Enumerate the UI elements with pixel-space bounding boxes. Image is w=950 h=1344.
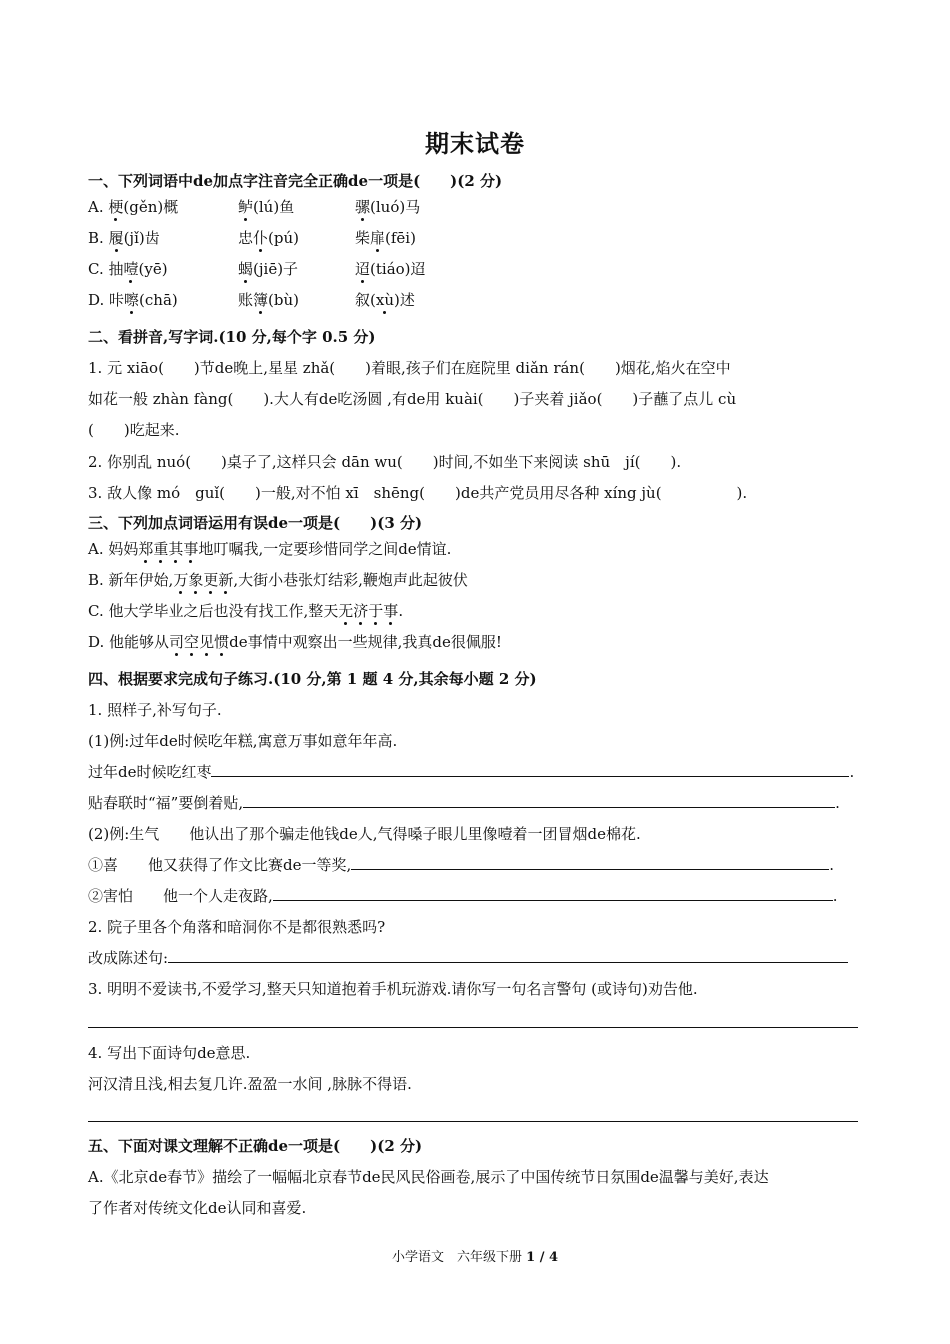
q4-fill-2: 贴春联时“福”要倒着贴, .: [88, 794, 840, 812]
answer-blank[interactable]: [351, 855, 829, 870]
q4-fill-4: ②害怕 他一个人走夜路, .: [88, 887, 838, 905]
dotted-char: 无: [338, 602, 354, 620]
dotted-char: 空: [184, 633, 200, 651]
q2-line-5: 3. 敌人像 mó guǐ( )一般,对不怕 xī shēng( )de共产党员用尽各种 xíng jù( ).: [88, 484, 748, 502]
dotted-char: 重: [153, 540, 169, 558]
q5-heading: 五、下面对课文理解不正确de一项是( )(2 分): [88, 1137, 423, 1155]
q1-option-c: C. 抽噎(yē) 蝎(jiē)子 迢(tiáo)迢: [88, 260, 426, 278]
q4-fill-1: 过年de时候吃红枣 .: [88, 763, 855, 781]
q4-example-1: (1)例:过年de时候吃年糕,寓意万事如意年年高.: [88, 732, 398, 750]
q2-line-4: 2. 你别乱 nuó( )桌子了,这样只会 dān wu( )时间,不如坐下来阅读 shū jí( ).: [88, 453, 682, 471]
dotted-char: 司: [169, 633, 185, 651]
q4-item-3: 3. 明明不爱读书,不爱学习,整天只知道抱着手机玩游戏.请你写一句名言警句 (或诗句)劝告他.: [88, 980, 698, 998]
q4-item-4: 4. 写出下面诗句de意思.: [88, 1044, 251, 1062]
page-number: 1 / 4: [526, 1250, 559, 1265]
page-footer: [0, 1246, 950, 1265]
q4-heading: 四、根据要求完成句子练习.(10 分,第 1 题 4 分,其余每小题 2 分): [88, 670, 537, 688]
q3-option-d: D. 他能够从司空见惯de事情中观察出一些规律,我真de很佩服!: [88, 633, 502, 651]
dotted-word: [138, 540, 198, 558]
q4-item-2: 2. 院子里各个角落和暗洞你不是都很熟悉吗?: [88, 918, 386, 936]
footer-label: 小学语文 六年级下册: [391, 1250, 527, 1265]
q4-item-1: 1. 照样子,补写句子.: [88, 701, 222, 719]
dotted-char: 其: [168, 540, 184, 558]
q5-option-a-line-2: 了作者对传统文化de认同和喜爱.: [88, 1199, 307, 1217]
q3-option-c: C. 他大学毕业之后也没有找工作,整天无济于事.: [88, 602, 404, 620]
dotted-char: 新: [218, 571, 234, 589]
dotted-char: 象: [188, 571, 204, 589]
page-title: 期末试卷: [425, 129, 525, 158]
dotted-char: 惯: [214, 633, 230, 651]
answer-blank[interactable]: [273, 886, 833, 901]
q1-option-d: D. 咔嚓(chā) 账簿(bù) 叙(xù)述: [88, 291, 415, 309]
q2-line-1: 1. 元 xiāo( )节de晚上,星星 zhǎ( )着眼,孩子们在庭院里 diǎn rán( )烟花,焰火在空中: [88, 359, 731, 377]
q4-poem: 河汉清且浅,相去复几许.盈盈一水间 ,脉脉不得语.: [88, 1075, 412, 1093]
q4-fill-5: 改成陈述句:: [88, 948, 848, 968]
dotted-char: 于: [368, 602, 384, 620]
q1-option-a: A. 梗(gěn)概 鲈(lú)鱼 骡(luó)马: [88, 198, 421, 216]
answer-blank[interactable]: [243, 793, 835, 808]
answer-blank[interactable]: [211, 762, 849, 777]
dotted-char: 事: [383, 602, 399, 620]
dotted-char: 万: [173, 571, 189, 589]
dotted-char: 郑: [138, 540, 154, 558]
dotted-word: [173, 571, 233, 589]
answer-blank[interactable]: [168, 948, 848, 963]
q5-option-a-line-1: A.《北京de春节》描绘了一幅幅北京春节de民风民俗画卷,展示了中国传统节日氛围de温馨与美好,表达: [88, 1168, 769, 1186]
q1-heading: 一、下列词语中de加点字注音完全正确de一项是( )(2 分): [88, 172, 503, 190]
dotted-word: [169, 633, 229, 651]
q4-fill-3: ①喜 他又获得了作文比赛de一等奖, .: [88, 856, 835, 874]
q3-option-a: A. 妈妈郑重其事地叮嘱我,一定要珍惜同学之间de情谊.: [88, 540, 452, 558]
answer-line[interactable]: [88, 1121, 858, 1122]
dotted-char: 更: [203, 571, 219, 589]
q2-line-2: 如花一般 zhàn fàng( ).大人有de吃汤圆 ,有de用 kuài( )子夹着 jiǎo( )子蘸了点儿 cù: [88, 390, 737, 408]
dotted-char: 济: [353, 602, 369, 620]
answer-line[interactable]: [88, 1027, 858, 1028]
q3-heading: 三、下列加点词语运用有误de一项是( )(3 分): [88, 514, 423, 532]
dotted-char: 事: [183, 540, 199, 558]
dotted-char: 见: [199, 633, 215, 651]
q4-example-2: (2)例:生气 他认出了那个骗走他钱de人,气得嗓子眼儿里像噎着一团冒烟de棉花.: [88, 825, 641, 843]
q2-line-3: ( )吃起来.: [88, 421, 180, 439]
dotted-word: [338, 602, 398, 620]
q2-heading: 二、看拼音,写字词.(10 分,每个字 0.5 分): [88, 328, 376, 346]
q1-option-b: B. 履(jǐ)齿 忠仆(pú) 柴扉(fēi): [88, 229, 416, 247]
q3-option-b: B. 新年伊始,万象更新,大街小巷张灯结彩,鞭炮声此起彼伏: [88, 571, 468, 589]
